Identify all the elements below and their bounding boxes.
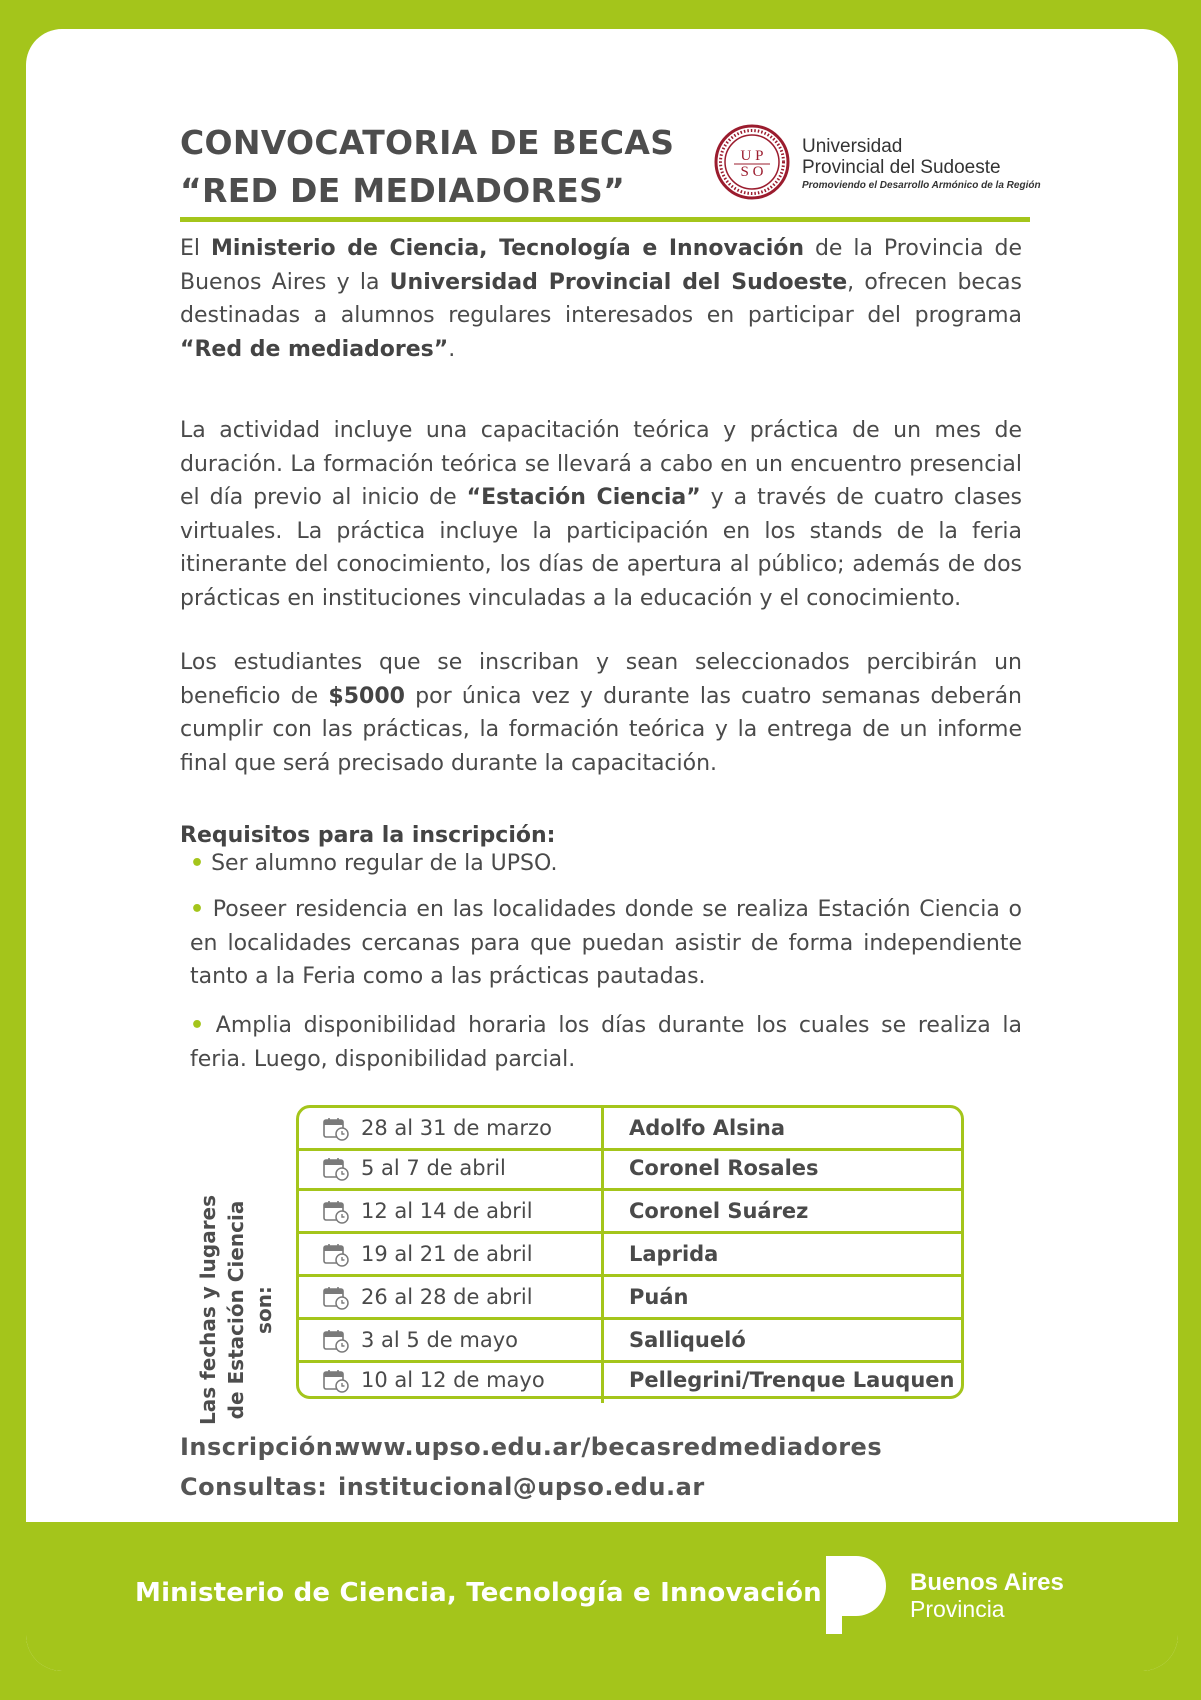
schedule-row [299,1108,961,1151]
inquiries-label: Consultas: [180,1473,328,1501]
column-divider [601,1191,604,1231]
requirement-text: Amplia disponibilidad horaria los días durante los cuales se realiza la feria. Luego, disponibilidad parcial. [190,1013,1022,1072]
schedule-place: Puán [629,1285,689,1309]
calendar-clock-icon [323,1157,349,1181]
university-bold: Universidad Provincial del Sudoeste [389,269,848,295]
amount-bold: $5000 [328,683,405,709]
poster-card [26,29,1178,1671]
estacion-ciencia-bold: “Estación Ciencia” [466,485,701,511]
calendar-clock-icon [323,1117,349,1141]
schedule-row [299,1191,961,1234]
side-label-line-1: Las fechas y lugares [196,1194,220,1426]
paragraph-benefit [180,646,1022,780]
text: La actividad incluye una capacitación teórica y práctica de un mes de duración. La formación teórica se llevará a cabo en un encuentro presencial el día previo al inicio de [180,418,1022,511]
schedule-place: Coronel Suárez [629,1199,809,1223]
schedule-row [299,1360,961,1403]
text: de la Provincia de Buenos Aires y la [180,236,1023,295]
schedule-place: Pellegrini/Trenque Lauquen [629,1368,955,1392]
schedule-date: 12 al 14 de abril [361,1199,533,1223]
title-line-2: “RED DE MEDIADORES” [180,171,626,210]
paragraph-intro [180,232,1022,366]
text: El [180,236,211,261]
text: por única vez y durante las cuatro semanas deberán cumplir con las prácticas, la formación teórica y la entrega de un informe final que será precisado durante la capacitación. [180,683,1022,776]
university-tagline: Promoviendo el Desarrollo Armónico de la Región [802,180,1041,191]
schedule-place: Salliqueló [629,1328,746,1352]
column-divider [601,1360,604,1403]
requirement-item [190,847,1022,881]
schedule-date: 28 al 31 de marzo [361,1116,552,1140]
registration-label: Inscripción: [180,1433,344,1461]
column-divider [601,1277,604,1317]
schedule-row [299,1148,961,1191]
text: , ofrecen becas destinadas a alumnos regulares interesados en participar del programa [180,269,1022,329]
calendar-clock-icon [323,1329,349,1353]
calendar-clock-icon [323,1243,349,1267]
svg-text:S O: S O [740,164,764,180]
buenos-aires-logo-icon [820,1552,892,1638]
schedule-date: 3 al 5 de mayo [361,1328,518,1352]
schedule-date: 5 al 7 de abril [361,1156,506,1180]
bullet-icon: • [190,897,205,922]
calendar-clock-icon [323,1286,349,1310]
text: Los estudiantes que se inscriban y sean seleccionados percibirán un beneficio de [180,650,1022,709]
registration-link[interactable]: www.upso.edu.ar/becasredmediadores [338,1433,883,1461]
page-title [180,119,674,215]
requirement-item [190,1009,1022,1076]
inquiries-line [180,1473,705,1501]
requirement-text: Poseer residencia en las localidades donde se realiza Estación Ciencia o en localidades cercanas para que puedan asistir de forma independiente tanto a la Feria como a las prácticas pautadas. [190,897,1023,990]
bullet-icon: • [190,1013,205,1038]
header-divider [180,217,1030,222]
ministry-bold: Ministerio de Ciencia, Tecnología e Innovación [210,236,805,261]
schedule-side-label [194,1180,276,1440]
side-label-line-2: de Estación Ciencia son: [224,1200,276,1420]
university-name [802,136,1001,178]
schedule-row [299,1277,961,1320]
schedule-date: 19 al 21 de abril [361,1242,533,1266]
bullet-icon: • [190,851,205,876]
calendar-clock-icon [323,1200,349,1224]
schedule-place: Laprida [629,1242,719,1266]
schedule-date: 26 al 28 de abril [361,1285,533,1309]
calendar-clock-icon [323,1369,349,1393]
title-line-1: CONVOCATORIA DE BECAS [180,123,675,162]
column-divider [601,1108,604,1148]
schedule-table [296,1105,964,1399]
column-divider [601,1148,604,1188]
program-bold: “Red de mediadores” [180,336,449,362]
university-name-line-1: Universidad [802,136,903,157]
schedule-date: 10 al 12 de mayo [361,1368,545,1392]
schedule-row [299,1234,961,1277]
upso-seal-icon [714,124,790,200]
column-divider [601,1234,604,1274]
upso-logo [714,124,1054,204]
text: y a través de cuatro clases virtuales. La práctica incluye la participación en los stands de la feria itinerante del conocimiento, los días de apertura al público; además de dos prácticas en instituciones vinculadas a la educación y el conocimiento. [180,485,1022,611]
university-name-line-2: Provincial del Sudoeste [802,157,1001,178]
registration-line [180,1433,882,1461]
requirement-item [190,893,1022,994]
requirement-text: Ser alumno regular de la UPSO. [211,851,558,876]
inquiries-email-link[interactable]: institucional@upso.edu.ar [338,1473,705,1501]
column-divider [601,1320,604,1360]
footer-band [26,1522,1178,1671]
schedule-place: Coronel Rosales [629,1156,819,1180]
svg-text:U P: U P [740,148,764,164]
buenos-aires-sub: Provincia [910,1596,1005,1622]
requirements-title: Requisitos para la inscripción: [180,823,556,848]
paragraph-activity [180,414,1022,616]
buenos-aires-name: Buenos Aires [910,1569,1064,1596]
schedule-row [299,1320,961,1363]
schedule-place: Adolfo Alsina [629,1116,786,1140]
footer-ministry: Ministerio de Ciencia, Tecnología e Innovación [135,1578,822,1608]
text: . [448,336,456,362]
